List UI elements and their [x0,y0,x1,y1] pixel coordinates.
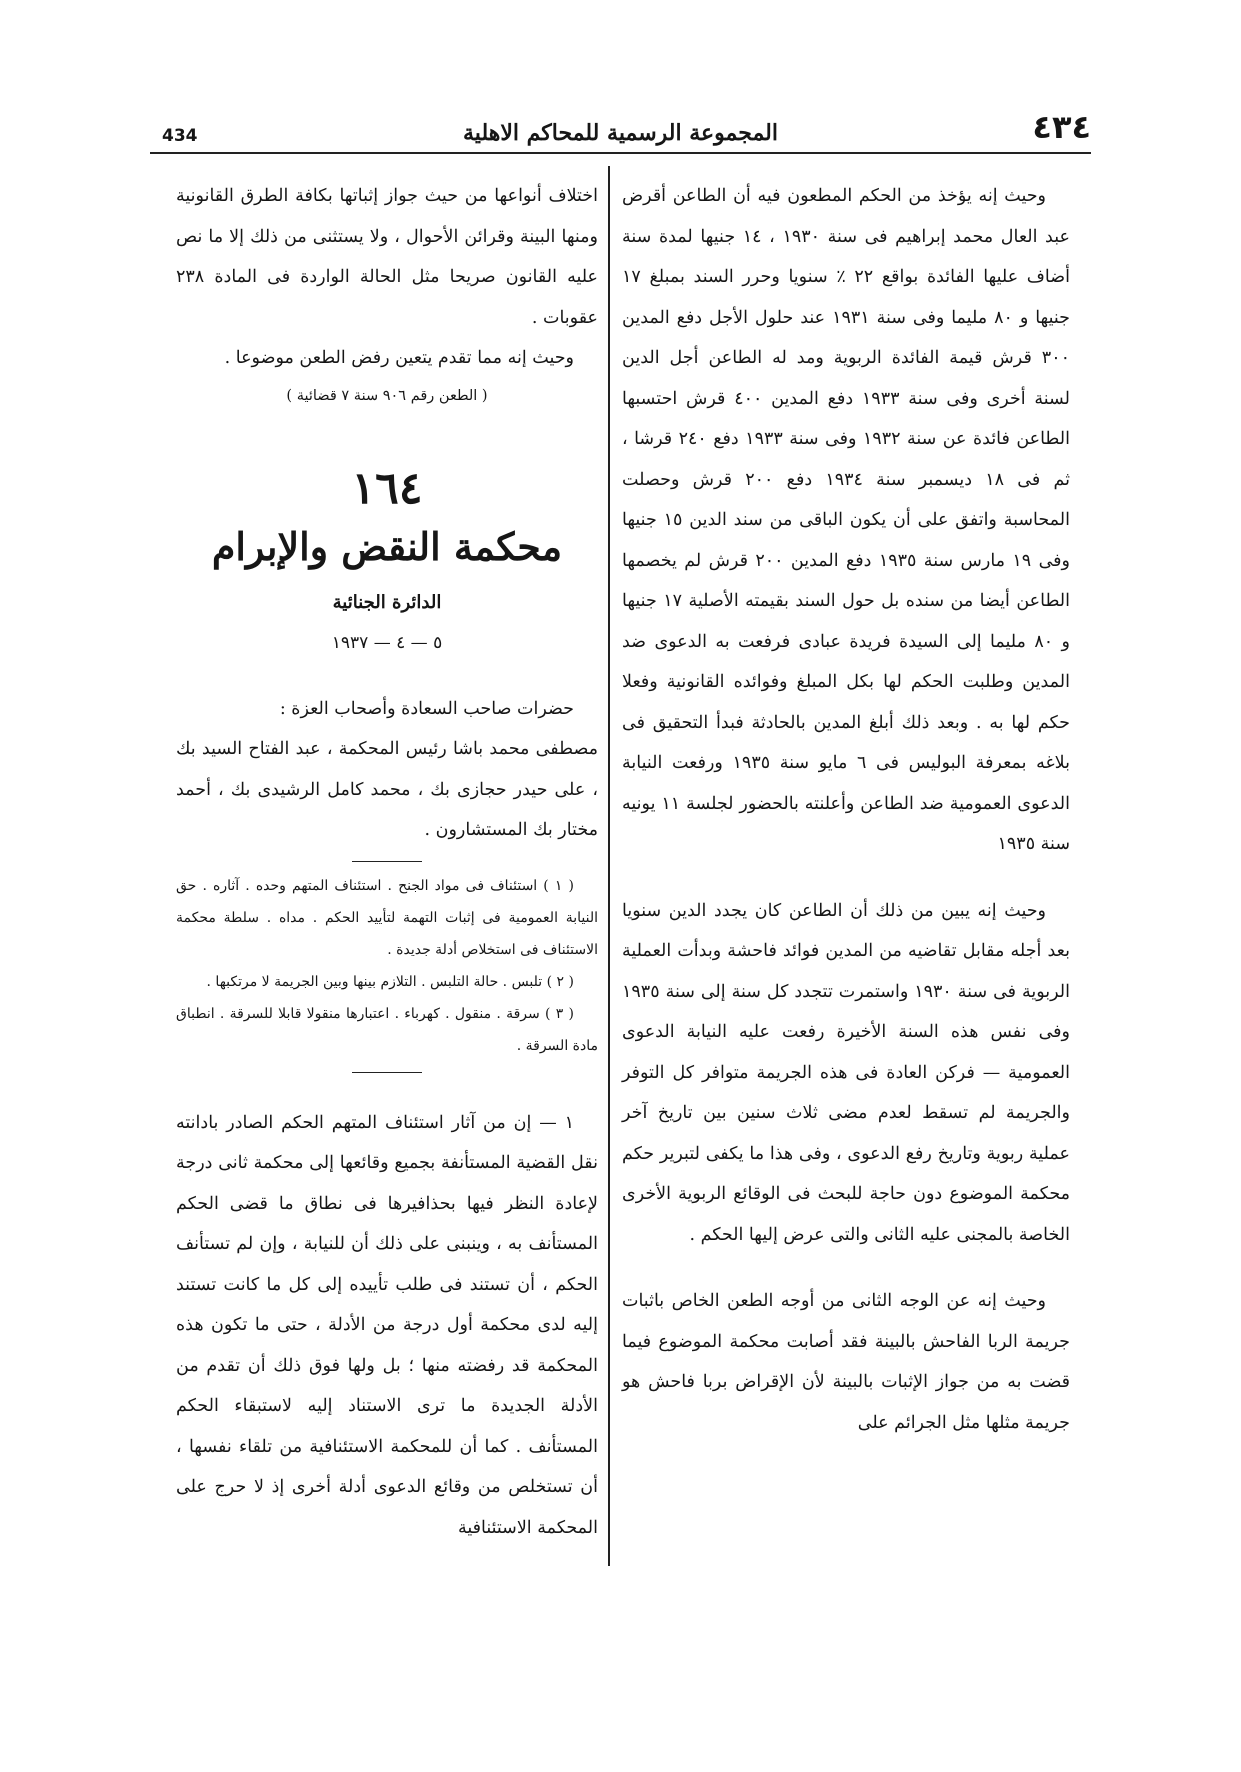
left-paragraph-2: وحيث إنه مما تقدم يتعين رفض الطعن موضوعا . [224,348,574,368]
judges-intro: حضرات صاحب السعادة وأصحاب العزة : [279,698,574,719]
right-paragraph-3: وحيث إنه عن الوجه الثانى من أوجه الطعن الخاص باثبات جريمة الربا الفاحش بالبينة فقد أصابت محكمة الموضوع فيما قضت به من جواز الإثبات بالبينة لأن الإقراض بربا فاحش هو جريمة مثلها مثل الجرائم على [622,1291,1070,1433]
left-paragraph-1: اختلاف أنواعها من حيث جواز إثباتها بكافة الطرق القانونية ومنها البينة وقرائن الأحوال ، ولا يستثنى من ذلك إلا ما نص عليه القانون صريحا مثل الحالة الواردة فى المادة ٢٣٨ عقوبات . [176,186,598,328]
court-circuit: الدائرة الجنائية [332,591,442,613]
court-name: محكمة النقض والإبرام [211,523,563,569]
legal-principle-1: ١ — إن من آثار استئناف المتهم الحكم الصادر بادانته نقل القضية المستأنفة بجميع وقائعها إلى محكمة ثانى درجة لإعادة النظر فيها بحذافيرها فى نطاق ما قضى الحكم المستأنف به ، وينبنى على ذلك أن للنيابة ، وإن لم تستأنف الحكم ، أن تستند فى طلب تأييده إلى كل ما كانت تستند إليه لدى محكمة أول درجة من الأدلة ، حتى ما تكون هذه المحكمة قد رفضته منها ؛ بل ولها فوق ذلك أن تقدم من الأدلة الجديدة ما ترى الاستناد إليه لاستبقاء الحكم المستأنف . كما أن للمحكمة الاستئنافية من تلقاء نفسها ، أن تستخلص من وقائع الدعوى أدلة أخرى إذ لا حرج على المحكمة الاستئنافية [176,1112,598,1538]
footnote-2: ( ٢ ) تلبس . حالة التلبس . التلازم بينها وبين الجريمة لا مرتكبها . [206,973,574,990]
judges-list: مصطفى محمد باشا رئيس المحكمة ، عبد الفتاح السيد بك ، على حيدر حجازى بك ، محمد كامل الرشيدى بك ، أحمد مختار بك المستشارون . [176,739,598,840]
footnote-3: ( ٣ ) سرقة . منقول . كهرباء . اعتبارها منقولا قابلا للسرقة . انطباق مادة السرقة . [176,1005,598,1054]
right-paragraph-2: وحيث إنه يبين من ذلك أن الطاعن كان يجدد الدين سنويا بعد أجله مقابل تقاضيه من المدين فوائد فاحشة وبدأت العملية الربوية فى سنة ١٩٣٠ واستمرت تتجدد كل سنة إلى سنة ١٩٣٥ وفى نفس هذه السنة الأخيرة رفعت عليه النيابة الدعوى العمومية — فركن العادة فى هذه الجريمة متوافر كل التوفر والجريمة لم تسقط لعدم مضى ثلاث سنين بين تاريخ آخر عملية ربوية وتاريخ رفع الدعوى ، وفى هذا ما يكفى لتبرير حكم محكمة الموضوع دون حاجة للبحث فى الوقائع الربوية الأخرى الخاصة بالمجنى عليه الثانى والتى عرض إليها الحكم . [622,900,1070,1245]
judgment-date: ٥ — ٤ — ١٩٣٧ [331,632,443,653]
left-column [176,176,598,1548]
case-citation: ( الطعن رقم ٩٠٦ سنة ٧ قضائية ) [286,387,488,404]
column-divider [608,166,610,1566]
page-number-latin: 434 [162,126,198,146]
page-number-arabic: ٤٣٤ [1032,108,1091,146]
case-number: ١٦٤ [351,462,423,514]
running-title: المجموعة الرسمية للمحاكم الاهلية [463,120,778,146]
section-rule [352,1072,422,1073]
right-column [622,176,1070,1443]
footnote-1: ( ١ ) استئناف فى مواد الجنح . استئناف المتهم وحده . آثاره . حق النيابة العمومية فى إثبات التهمة لتأييد الحكم . مداه . سلطة محكمة الاستئناف فى استخلاص أدلة جديدة . [176,877,598,958]
footnote-rule [352,861,422,862]
page-header [150,108,1091,154]
right-paragraph-1: وحيث إنه يؤخذ من الحكم المطعون فيه أن الطاعن أقرض عبد العال محمد إبراهيم فى سنة ١٩٣٠ ، ١٤ جنيها لمدة سنة أضاف عليها الفائدة بواقع ٢٢ ٪ سنويا وحرر السند بمبلغ ١٧ جنيها و ٨٠ مليما وفى سنة ١٩٣١ عند حلول الأجل دفع المدين ٣٠٠ قرش قيمة الفائدة الربوية ومد له الطاعن أجل الدين لسنة أخرى وفى سنة ١٩٣٣ دفع المدين ٤٠٠ قرش احتسبها الطاعن فائدة عن سنة ١٩٣٢ وفى سنة ١٩٣٣ دفع ٢٤٠ قرشا ، ثم فى ١٨ ديسمبر سنة ١٩٣٤ دفع ٢٠٠ قرش وحصلت المحاسبة واتفق على أن يكون الباقى من سند الدين ١٥ جنيها وفى ١٩ مارس سنة ١٩٣٥ دفع المدين ٢٠٠ قرش لم يخصمها الطاعن أيضا من سنده بل حول السند بقيمته الأصلية ١٧ جنيها و ٨٠ مليما إلى السيدة فريدة عبادى فرفعت به الدعوى ضد المدين وطلبت الحكم لها بكل المبلغ وفوائده القانونية وفعلا حكم لها به . وبعد ذلك أبلغ المدين بالحادثة فبدأ التحقيق فى بلاغه بمعرفة البوليس فى ٦ مايو سنة ١٩٣٥ ورفعت النيابة الدعوى العمومية ضد الطاعن وأعلنته بالحضور لجلسة ١١ يونيه سنة ١٩٣٥ [622,186,1071,854]
